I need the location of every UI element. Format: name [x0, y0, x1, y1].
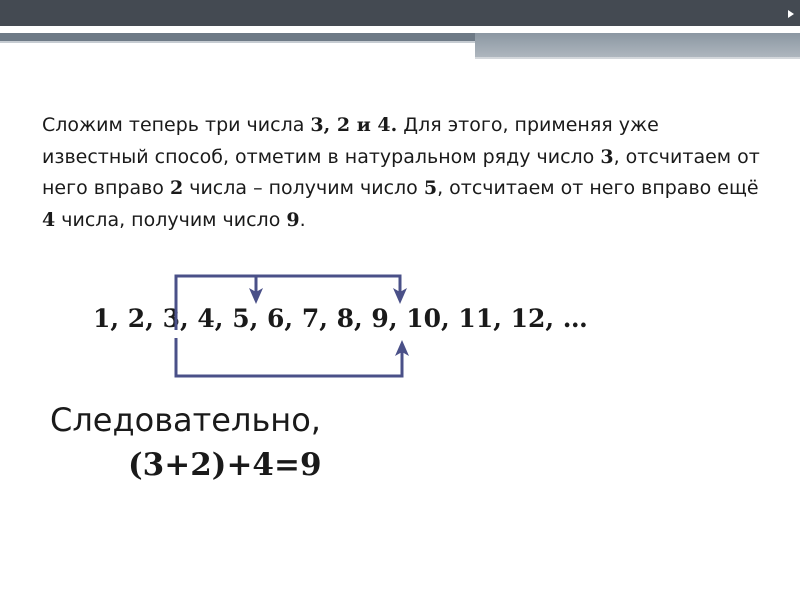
play-marker-icon: [788, 10, 794, 18]
paragraph-text: .: [299, 208, 306, 231]
result-formula: (3+2)+4=9: [128, 447, 322, 483]
arrow-down-to-5-icon: [249, 288, 263, 304]
conclusion-word: Следовательно,: [50, 401, 321, 439]
paragraph-text: числа, получим число: [55, 208, 287, 231]
paragraph-text: , отсчитаем от него вправо ещё: [437, 177, 759, 199]
header-corner-shadow: [475, 57, 800, 59]
arrow-up-to-9-icon: [395, 340, 409, 356]
lower-bracket-line: [176, 338, 402, 376]
number-highlight: 9: [286, 208, 300, 231]
natural-number-sequence: 1, 2, 3, 4, 5, 6, 7, 8, 9, 10, 11, 12, …: [93, 304, 588, 333]
number-highlight: 2: [169, 177, 184, 199]
header-corner-block: [475, 33, 800, 57]
paragraph-text: Для этого, применяя уже известный способ, отметим в натуральном ряду число: [42, 114, 659, 168]
explanation-paragraph: [42, 110, 762, 236]
paragraph-text: , отсчитаем от него вправо: [42, 145, 760, 199]
paragraph-text: числа – получим число: [183, 177, 424, 199]
number-highlight: 5: [423, 177, 438, 199]
paragraph-text: Сложим теперь три числа: [42, 114, 311, 136]
number-highlight: 3: [600, 145, 614, 168]
numbers-highlight: 3, 2 и 4.: [310, 114, 398, 136]
number-highlight: 4: [42, 208, 56, 231]
arrow-down-to-9-icon: [393, 288, 407, 304]
header-bar: [0, 0, 800, 26]
